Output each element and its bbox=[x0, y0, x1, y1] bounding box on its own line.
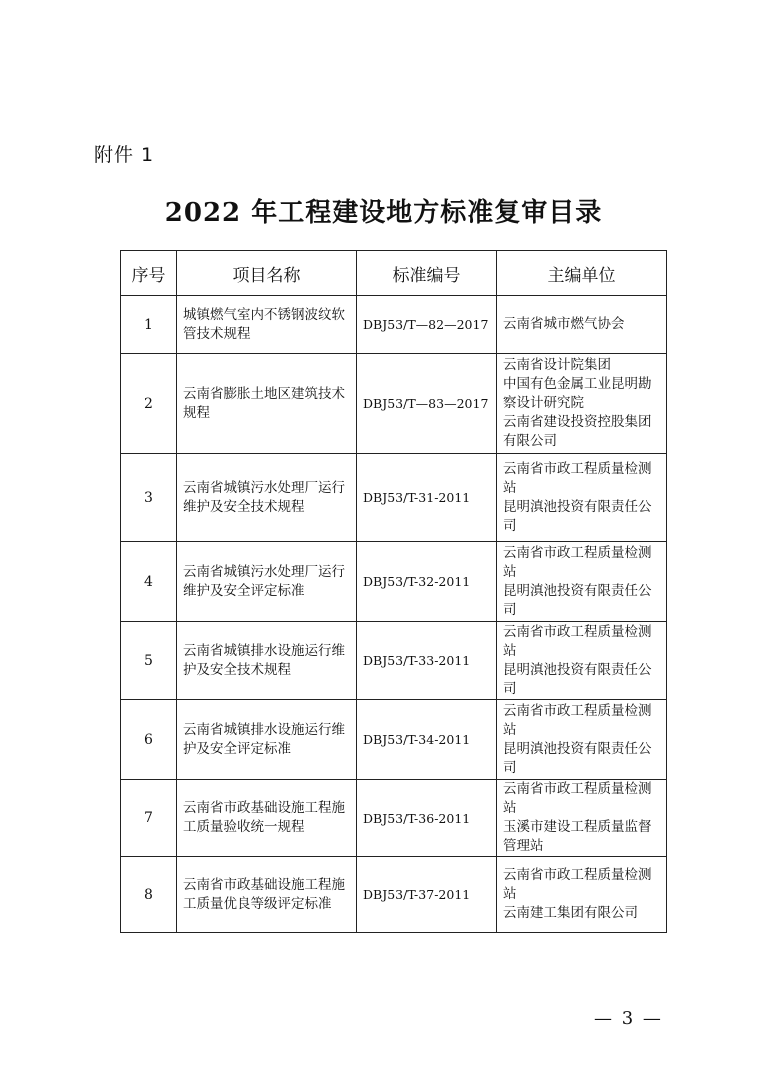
row-number: 3 bbox=[121, 454, 177, 542]
standard-code: DBJ53/T-36-2011 bbox=[357, 780, 497, 857]
standard-code: DBJ53/T-33-2011 bbox=[357, 622, 497, 700]
project-name: 云南省膨胀土地区建筑技术规程 bbox=[177, 354, 357, 454]
standard-code: DBJ53/T—82—2017 bbox=[357, 296, 497, 354]
table-row bbox=[121, 780, 667, 857]
row-number: 2 bbox=[121, 354, 177, 454]
editor-unit: 云南省市政工程质量检测站 bbox=[503, 867, 652, 902]
header-no: 序号 bbox=[121, 251, 177, 296]
table-row bbox=[121, 454, 667, 542]
row-number: 8 bbox=[121, 857, 177, 933]
editor-unit: 玉溪市建设工程质量监督管理站 bbox=[503, 819, 652, 854]
standard-code: DBJ53/T-34-2011 bbox=[357, 700, 497, 780]
editor-units bbox=[497, 542, 667, 622]
table-row bbox=[121, 700, 667, 780]
editor-unit: 云南省市政工程质量检测站 bbox=[503, 460, 652, 496]
editor-unit: 云南省设计院集团 bbox=[503, 357, 611, 373]
table-row bbox=[121, 622, 667, 700]
header-unit: 主编单位 bbox=[497, 251, 667, 296]
project-name: 云南省城镇排水设施运行维护及安全评定标准 bbox=[177, 700, 357, 780]
page-number: — 3 — bbox=[594, 1008, 663, 1029]
project-name: 城镇燃气室内不锈钢波纹软管技术规程 bbox=[177, 296, 357, 354]
editor-unit: 云南建工集团有限公司 bbox=[503, 905, 638, 921]
project-name: 云南省市政基础设施工程施工质量验收统一规程 bbox=[177, 780, 357, 857]
project-name: 云南省城镇排水设施运行维护及安全技术规程 bbox=[177, 622, 357, 700]
standards-table bbox=[120, 250, 667, 933]
row-number: 1 bbox=[121, 296, 177, 354]
header-code: 标准编号 bbox=[357, 251, 497, 296]
editor-unit: 云南省市政工程质量检测站 bbox=[503, 623, 652, 659]
editor-unit: 中国有色金属工业昆明勘察设计研究院 bbox=[503, 376, 652, 411]
editor-unit: 昆明滇池投资有限责任公司 bbox=[503, 661, 652, 697]
editor-units bbox=[497, 780, 667, 857]
editor-unit: 云南省建设投资控股集团有限公司 bbox=[503, 414, 652, 449]
editor-units bbox=[497, 622, 667, 700]
editor-unit: 昆明滇池投资有限责任公司 bbox=[503, 740, 652, 776]
header-name: 项目名称 bbox=[177, 251, 357, 296]
editor-units bbox=[497, 857, 667, 933]
editor-units bbox=[497, 296, 667, 354]
row-number: 6 bbox=[121, 700, 177, 780]
table-row bbox=[121, 542, 667, 622]
editor-unit: 云南省市政工程质量检测站 bbox=[503, 544, 652, 580]
standard-code: DBJ53/T-37-2011 bbox=[357, 857, 497, 933]
table-row bbox=[121, 354, 667, 454]
editor-unit: 云南省市政工程质量检测站 bbox=[503, 702, 652, 738]
editor-units bbox=[497, 700, 667, 780]
table-row bbox=[121, 296, 667, 354]
editor-units bbox=[497, 454, 667, 542]
editor-unit: 云南省市政工程质量检测站 bbox=[503, 781, 652, 816]
editor-unit: 云南省城市燃气协会 bbox=[503, 316, 625, 332]
row-number: 5 bbox=[121, 622, 177, 700]
row-number: 4 bbox=[121, 542, 177, 622]
project-name: 云南省城镇污水处理厂运行维护及安全技术规程 bbox=[177, 454, 357, 542]
document-title: 2022 年工程建设地方标准复审目录 bbox=[164, 198, 603, 228]
project-name: 云南省市政基础设施工程施工质量优良等级评定标准 bbox=[177, 857, 357, 933]
standard-code: DBJ53/T-32-2011 bbox=[357, 542, 497, 622]
table-header-row bbox=[121, 251, 667, 296]
standard-code: DBJ53/T-31-2011 bbox=[357, 454, 497, 542]
project-name: 云南省城镇污水处理厂运行维护及安全评定标准 bbox=[177, 542, 357, 622]
standard-code: DBJ53/T—83—2017 bbox=[357, 354, 497, 454]
table-row bbox=[121, 857, 667, 933]
editor-units bbox=[497, 354, 667, 454]
editor-unit: 昆明滇池投资有限责任公司 bbox=[503, 498, 652, 534]
row-number: 7 bbox=[121, 780, 177, 857]
attachment-label: 附件 1 bbox=[94, 144, 155, 166]
editor-unit: 昆明滇池投资有限责任公司 bbox=[503, 582, 652, 618]
table-body bbox=[121, 296, 667, 933]
